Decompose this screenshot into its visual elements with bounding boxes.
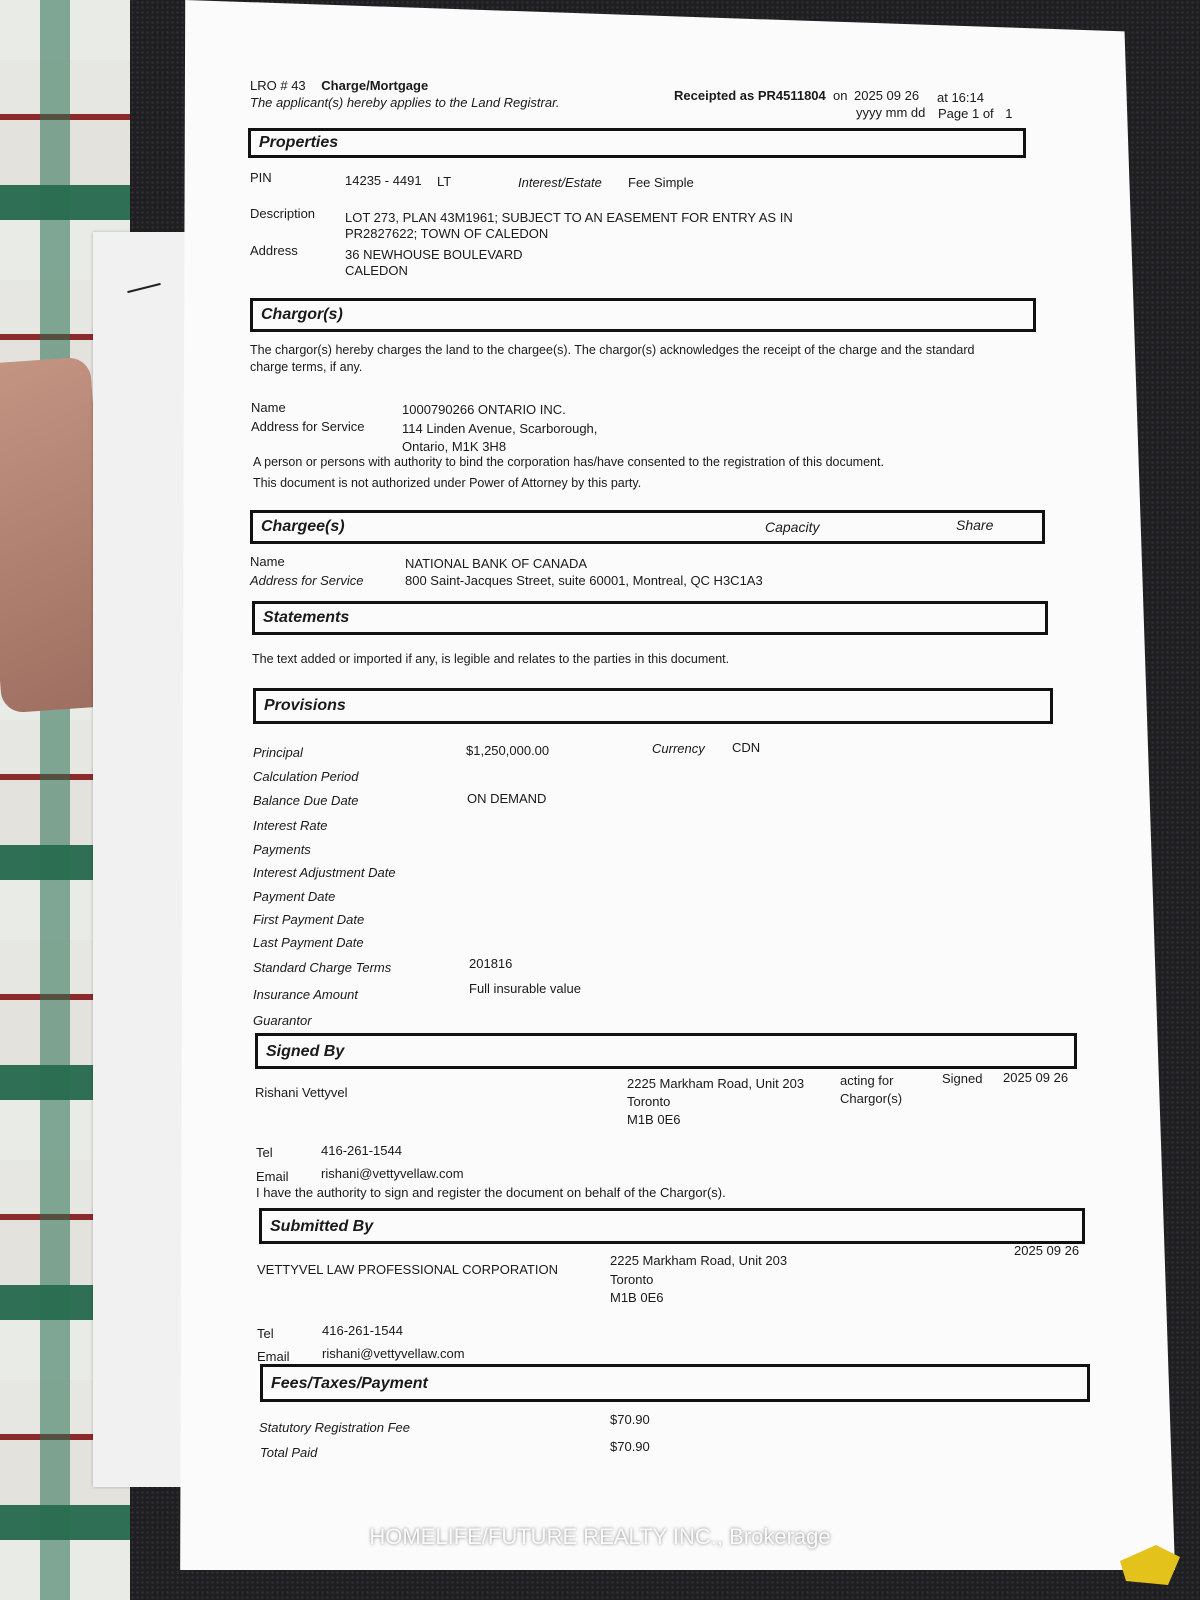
address-line: 36 NEWHOUSE BOULEVARD — [345, 247, 523, 262]
signed-date: 2025 09 26 — [1003, 1070, 1069, 1085]
doc-type: Charge/Mortgage — [321, 78, 429, 93]
interest-rate-label: Interest Rate — [253, 818, 328, 833]
section-title: Chargee(s) — [261, 518, 345, 535]
balance-due-value: ON DEMAND — [467, 791, 547, 806]
section-submitted-by — [259, 1208, 1085, 1244]
section-statements — [252, 601, 1048, 635]
submitter-tel-label: Tel — [257, 1326, 274, 1341]
acting-for: acting for — [840, 1073, 894, 1088]
signer-tel-label: Tel — [256, 1145, 273, 1160]
insurance-value: Full insurable value — [469, 981, 582, 996]
signed-label: Signed — [942, 1071, 983, 1086]
section-provisions — [253, 688, 1053, 724]
section-title: Properties — [259, 134, 339, 151]
section-chargees — [250, 510, 1045, 544]
interest-value: Fee Simple — [628, 175, 694, 190]
submitter-address: Toronto — [610, 1272, 654, 1287]
signer-address: 2225 Markham Road, Unit 203 — [627, 1076, 805, 1091]
section-title: Chargor(s) — [261, 306, 343, 323]
description-label: Description — [250, 206, 316, 221]
section-title: Signed By — [266, 1043, 345, 1060]
brokerage-watermark: HOMELIFE/FUTURE REALTY INC., Brokerage — [369, 1524, 831, 1549]
page-total: 1 — [1005, 106, 1013, 121]
charge-terms-value: 201816 — [469, 956, 513, 971]
page-label: Page 1 of — [938, 106, 994, 121]
section-title: Statements — [263, 609, 350, 626]
receipt-date: 2025 09 26 — [854, 88, 920, 103]
signer-name: Rishani Vettyvel — [255, 1085, 348, 1100]
submitter-tel: 416-261-1544 — [322, 1323, 403, 1338]
signer-address: M1B 0E6 — [627, 1112, 681, 1127]
payment-date-label: Payment Date — [253, 889, 336, 904]
total-paid-value: $70.90 — [610, 1439, 650, 1454]
back-sheet — [93, 232, 193, 1487]
chargor-service: 114 Linden Avenue, Scarborough, — [402, 421, 598, 436]
date-format: yyyy mm dd — [856, 105, 926, 120]
section-title: Fees/Taxes/Payment — [271, 1375, 428, 1392]
first-payment-label: First Payment Date — [253, 912, 365, 927]
chargor-poa: This document is not authorized under Power of Attorney by this party. — [253, 476, 642, 490]
capacity-label: Capacity — [765, 519, 820, 535]
signer-tel: 416-261-1544 — [321, 1143, 402, 1158]
section-title: Submitted By — [270, 1218, 374, 1235]
submitter-name: VETTYVEL LAW PROFESSIONAL CORPORATION — [257, 1262, 558, 1277]
adjustment-date-label: Interest Adjustment Date — [253, 865, 396, 880]
description-line: LOT 273, PLAN 43M1961; SUBJECT TO AN EASEMENT FOR ENTRY AS IN — [345, 210, 793, 225]
principal-value: $1,250,000.00 — [466, 743, 550, 758]
currency-label: Currency — [652, 741, 705, 756]
guarantor-label: Guarantor — [253, 1013, 312, 1028]
lro-number: 43 — [291, 78, 306, 93]
address-label: Address — [250, 243, 298, 258]
document-paper — [165, 0, 1175, 1570]
chargor-authority: A person or persons with authority to bind the corporation has/have consented to the registration of this document. — [253, 455, 884, 469]
chargor-service-label: Address for Service — [251, 419, 365, 434]
chargee-service-label: Address for Service — [250, 573, 364, 588]
statutory-fee-label: Statutory Registration Fee — [259, 1420, 411, 1435]
chargor-name-label: Name — [251, 400, 286, 415]
chargor-intro: charge terms, if any. — [250, 360, 363, 374]
charge-terms-label: Standard Charge Terms — [253, 960, 392, 975]
on-label: on — [833, 88, 848, 103]
page-indicator — [938, 106, 1013, 121]
acting-for: Chargor(s) — [840, 1091, 903, 1106]
submitter-address: M1B 0E6 — [610, 1290, 664, 1305]
receipted-label: Receipted as PR4511804 — [674, 88, 826, 103]
principal-label: Principal — [253, 745, 303, 760]
address-line: CALEDON — [345, 263, 408, 278]
chargee-name: NATIONAL BANK OF CANADA — [405, 556, 588, 571]
description-line: PR2827622; TOWN OF CALEDON — [345, 226, 549, 241]
chargee-name-label: Name — [250, 554, 285, 569]
pin-label: PIN — [250, 170, 272, 185]
chargor-service: Ontario, M1K 3H8 — [402, 439, 507, 454]
total-paid-label: Total Paid — [260, 1445, 318, 1460]
share-label: Share — [956, 517, 994, 533]
lro-label: LRO # — [250, 78, 288, 93]
signer-authority: I have the authority to sign and register the document on behalf of the Chargor(s). — [256, 1185, 726, 1200]
pin-value: 14235 - 4491 — [345, 173, 422, 188]
balance-due-label: Balance Due Date — [253, 793, 359, 808]
submitted-date: 2025 09 26 — [1014, 1243, 1080, 1258]
statutory-fee-value: $70.90 — [610, 1412, 650, 1427]
insurance-label: Insurance Amount — [253, 987, 359, 1002]
lro-line — [250, 78, 428, 93]
signer-address: Toronto — [627, 1094, 671, 1109]
currency-value: CDN — [732, 740, 761, 755]
section-properties — [248, 128, 1026, 158]
section-chargors — [250, 298, 1036, 332]
section-signed-by — [255, 1033, 1077, 1069]
signer-email: rishani@vettyvellaw.com — [321, 1166, 464, 1181]
chargee-service: 800 Saint-Jacques Street, suite 60001, Montreal, QC H3C1A3 — [405, 573, 763, 588]
receipt-time: at 16:14 — [937, 90, 984, 105]
payments-label: Payments — [253, 842, 311, 857]
submitter-email: rishani@vettyvellaw.com — [322, 1346, 465, 1361]
calc-period-label: Calculation Period — [253, 769, 359, 784]
section-fees — [260, 1364, 1090, 1402]
section-title: Provisions — [264, 697, 346, 714]
interest-label: Interest/Estate — [518, 175, 602, 190]
statement-text: The text added or imported if any, is legible and relates to the parties in this document. — [252, 652, 730, 666]
pin-type: LT — [437, 174, 452, 189]
submitter-address: 2225 Markham Road, Unit 203 — [610, 1253, 788, 1268]
last-payment-label: Last Payment Date — [253, 935, 364, 950]
chargor-name: 1000790266 ONTARIO INC. — [402, 402, 566, 417]
submitter-email-label: Email — [257, 1349, 290, 1364]
signer-email-label: Email — [256, 1169, 289, 1184]
applicant-line: The applicant(s) hereby applies to the Land Registrar. — [250, 95, 560, 110]
chargor-intro: The chargor(s) hereby charges the land to the chargee(s). The chargor(s) acknowledges the receipt of the charge and the standard — [250, 343, 975, 357]
